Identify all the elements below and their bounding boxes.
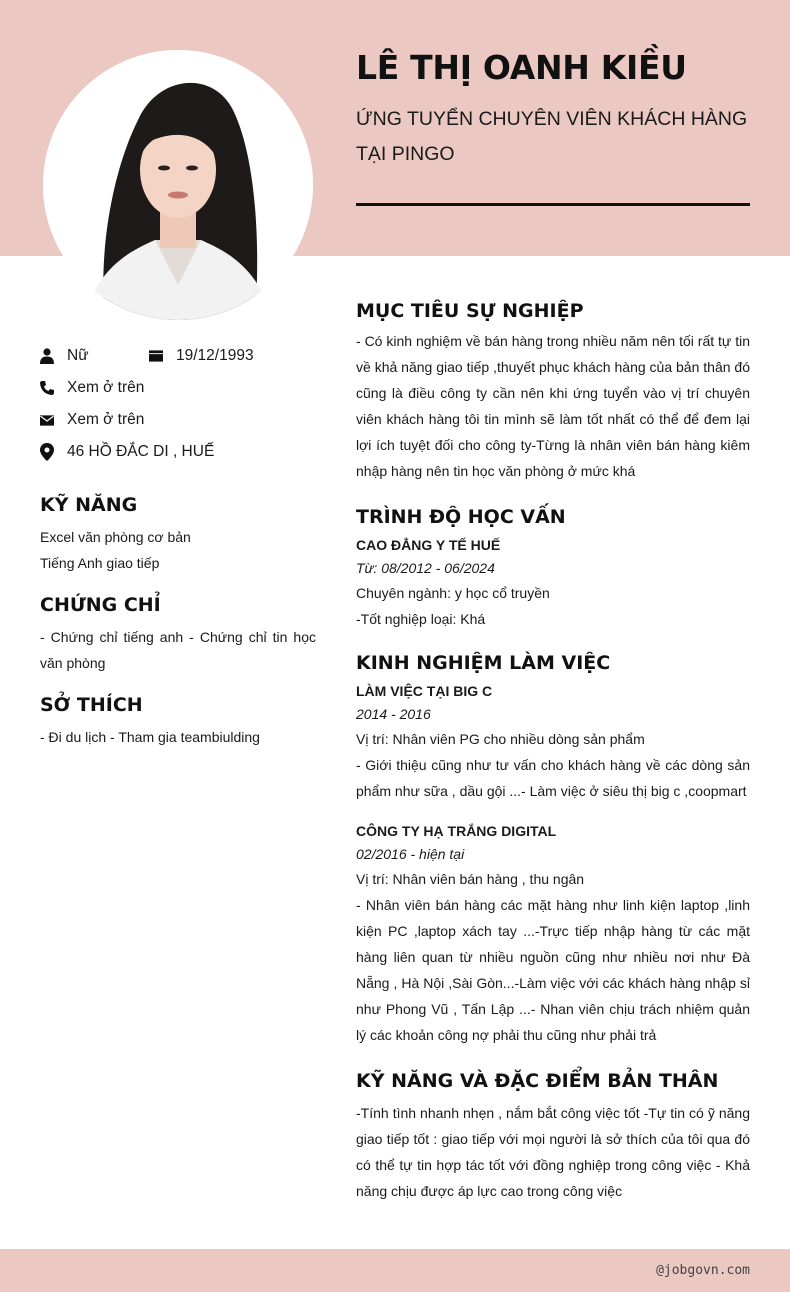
education-major: Chuyên ngành: y học cổ truyền bbox=[356, 585, 550, 601]
objective-heading: MỤC TIÊU SỰ NGHIỆP bbox=[356, 300, 584, 322]
contact-row-address bbox=[40, 436, 316, 468]
job-title bbox=[356, 102, 756, 172]
job-title-line-2: TẠI PINGO bbox=[356, 143, 455, 165]
right-column bbox=[356, 300, 750, 1204]
profile-photo bbox=[43, 50, 313, 320]
certificates-text: - Chứng chỉ tiếng anh - Chứng chỉ tin học văn phòng bbox=[40, 629, 316, 671]
job-position: Vị trí: Nhân viên bán hàng , thu ngân bbox=[356, 871, 585, 887]
hobbies-text: - Đi du lịch - Tham gia teambiulding bbox=[40, 729, 260, 745]
education-entry bbox=[356, 534, 750, 632]
contact-row-email bbox=[40, 404, 316, 436]
calendar-icon bbox=[149, 348, 163, 364]
job-description: - Nhân viên bán hàng các mặt hàng như linh kiện laptop ,linh kiện PC ,laptop xách tay ...-Trực tiếp nhập hàng từ các mặt hàng liên quan từ nhiều nguồn cũng như nhiều nơi như Đà Nẵng , Hà Nội ,Sài Gòn...-Làm việc với các khách hàng nhập sỉ như Phong Vũ , Tấn Lập ...- Nhan viên chịu trách nhiệm quản lý các khoản công nợ phải thu cũng như phải trả bbox=[356, 897, 750, 1043]
job-description: - Giới thiệu cũng như tư vấn cho khách hàng về các dòng sản phẩm như sữa , dầu gội ...- Làm việc ở siêu thị big c ,coopmart bbox=[356, 757, 750, 799]
footer-watermark: @jobgovn.com bbox=[656, 1263, 750, 1278]
title-divider bbox=[356, 203, 750, 206]
education-grade: -Tốt nghiệp loại: Khá bbox=[356, 611, 486, 627]
phone-value: Xem ở trên bbox=[67, 379, 145, 396]
phone-icon bbox=[40, 380, 54, 396]
person-icon bbox=[40, 348, 54, 364]
address-value: 46 HỒ ĐẮC DI , HUẾ bbox=[67, 443, 215, 460]
personal-text: -Tính tình nhanh nhẹn , nắm bắt công việc tốt -Tự tin có ỹ năng giao tiếp tốt : giao tiếp với mọi người là sở thích của tôi qua đó có thể tự tin hợp tác tốt với đồng nghiệp trong công việc - Khả năng chịu được áp lực cao trong công việc bbox=[356, 1105, 750, 1199]
candidate-name: LÊ THỊ OANH KIỀU bbox=[356, 48, 687, 87]
skills-list bbox=[40, 524, 316, 576]
job-company: LÀM VIỆC TẠI BIG C bbox=[356, 683, 493, 699]
job-period: 2014 - 2016 bbox=[356, 706, 431, 722]
birthdate-value: 19/12/1993 bbox=[176, 347, 254, 364]
personal-heading: KỸ NĂNG VÀ ĐẶC ĐIỂM BẢN THÂN bbox=[356, 1070, 719, 1092]
mail-icon bbox=[40, 412, 54, 428]
hobbies-heading: SỞ THÍCH bbox=[40, 694, 143, 716]
objective-text: - Có kinh nghiệm về bán hàng trong nhiều năm nên tối rất tự tin về khả năng giao tiếp ,thuyết phục khách hàng của bản thân đó cũng là điều công ty cần nên khi ứng tuyển vào vị trí chuyên viên khách hàng tôi tin mình sẽ làm tốt nhất có thể để đem lại lợi ích tuyệt đối cho công ty-Từng là nhân viên bán hàng kiêm nhập hàng nên tin học văn phòng ở mức khá bbox=[356, 333, 750, 479]
gender-value: Nữ bbox=[67, 347, 89, 364]
experience-heading: KINH NGHIỆM LÀM VIỆC bbox=[356, 652, 611, 674]
job-period: 02/2016 - hiện tại bbox=[356, 846, 465, 862]
job-entry bbox=[356, 820, 750, 1048]
skill-item: Tiếng Anh giao tiếp bbox=[40, 555, 160, 571]
email-value: Xem ở trên bbox=[67, 411, 145, 428]
left-column bbox=[40, 340, 316, 750]
school-name: CAO ĐẲNG Y TẾ HUẾ bbox=[356, 537, 501, 553]
education-period: Từ: 08/2012 - 06/2024 bbox=[356, 560, 495, 576]
education-heading: TRÌNH ĐỘ HỌC VẤN bbox=[356, 506, 566, 528]
contact-row-gender-birthdate bbox=[40, 340, 316, 372]
skill-item: Excel văn phòng cơ bản bbox=[40, 529, 191, 545]
job-entry bbox=[356, 680, 750, 804]
skills-heading: KỸ NĂNG bbox=[40, 494, 138, 516]
contact-row-phone bbox=[40, 372, 316, 404]
job-company: CÔNG TY HẠ TRẮNG DIGITAL bbox=[356, 823, 557, 839]
job-position: Vị trí: Nhân viên PG cho nhiều dòng sản phẩm bbox=[356, 731, 645, 747]
location-pin-icon bbox=[40, 444, 54, 460]
certificates-heading: CHỨNG CHỈ bbox=[40, 594, 161, 616]
job-title-line-1: ỨNG TUYỂN CHUYÊN VIÊN KHÁCH HÀNG bbox=[356, 108, 748, 130]
